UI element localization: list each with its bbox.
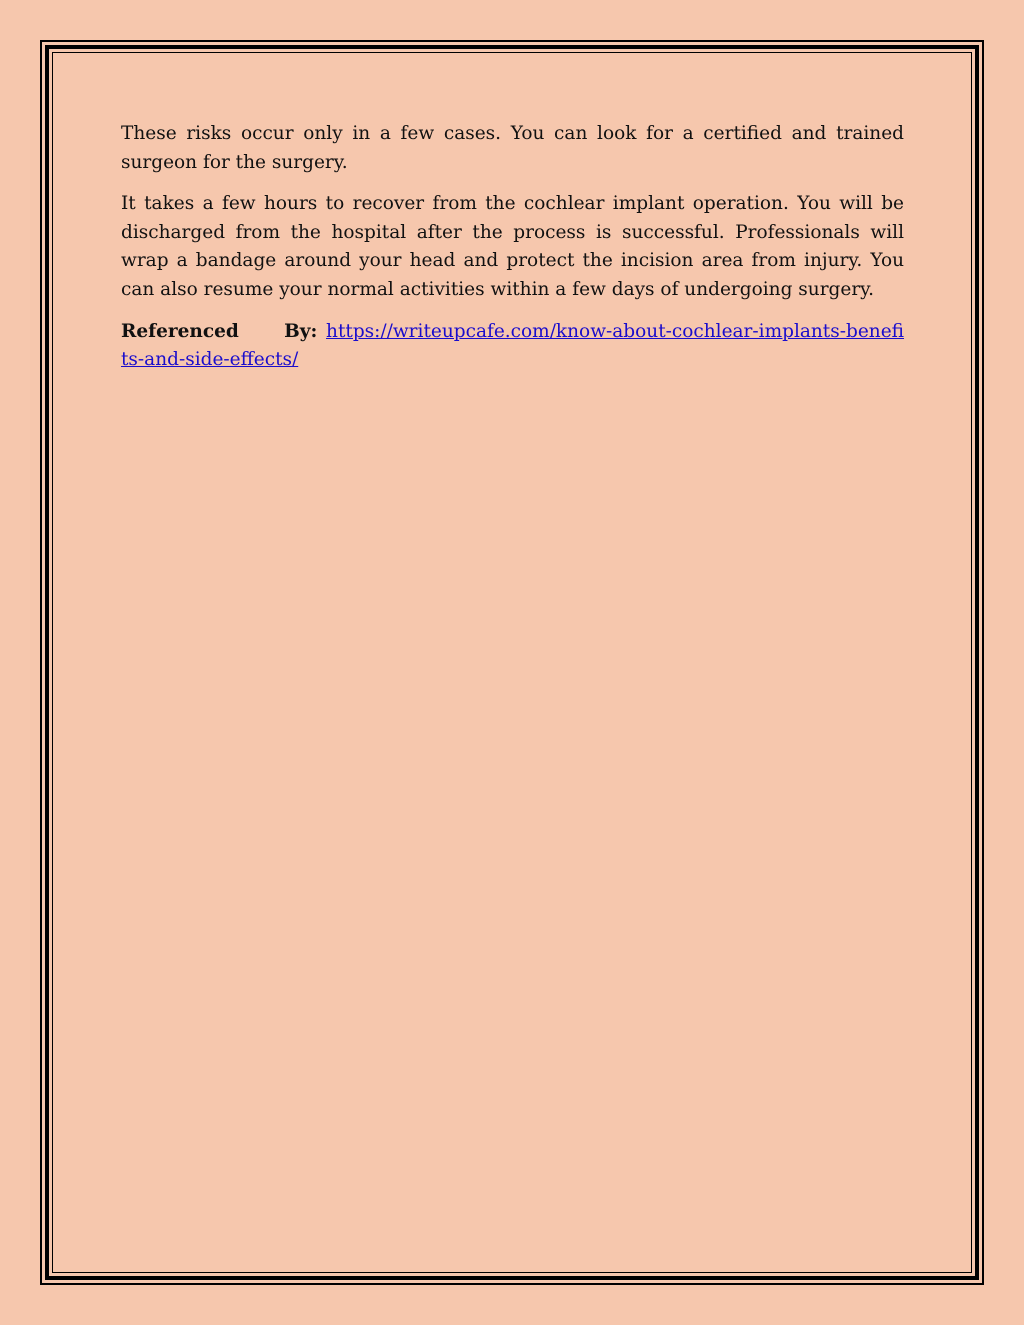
paragraph-recovery: It takes a few hours to recover from the cochlear implant operation. You will be discharged from the hospital after the process is successful. Professionals will wrap a bandage around your head and protect the incision area from injury. You can also resume your normal activities within a few days of undergoing surgery. xyxy=(121,193,904,300)
reference-link[interactable]: https://writeupcafe.com/know-about-cochlear-implants-benefits-and-side-effects/ xyxy=(121,320,904,371)
document-body xyxy=(121,120,904,388)
reference-line xyxy=(121,318,904,375)
paragraph-risks: These risks occur only in a few cases. You can look for a certified and trained surgeon for the surgery. xyxy=(121,123,904,173)
reference-label: Referenced By: xyxy=(121,320,318,342)
